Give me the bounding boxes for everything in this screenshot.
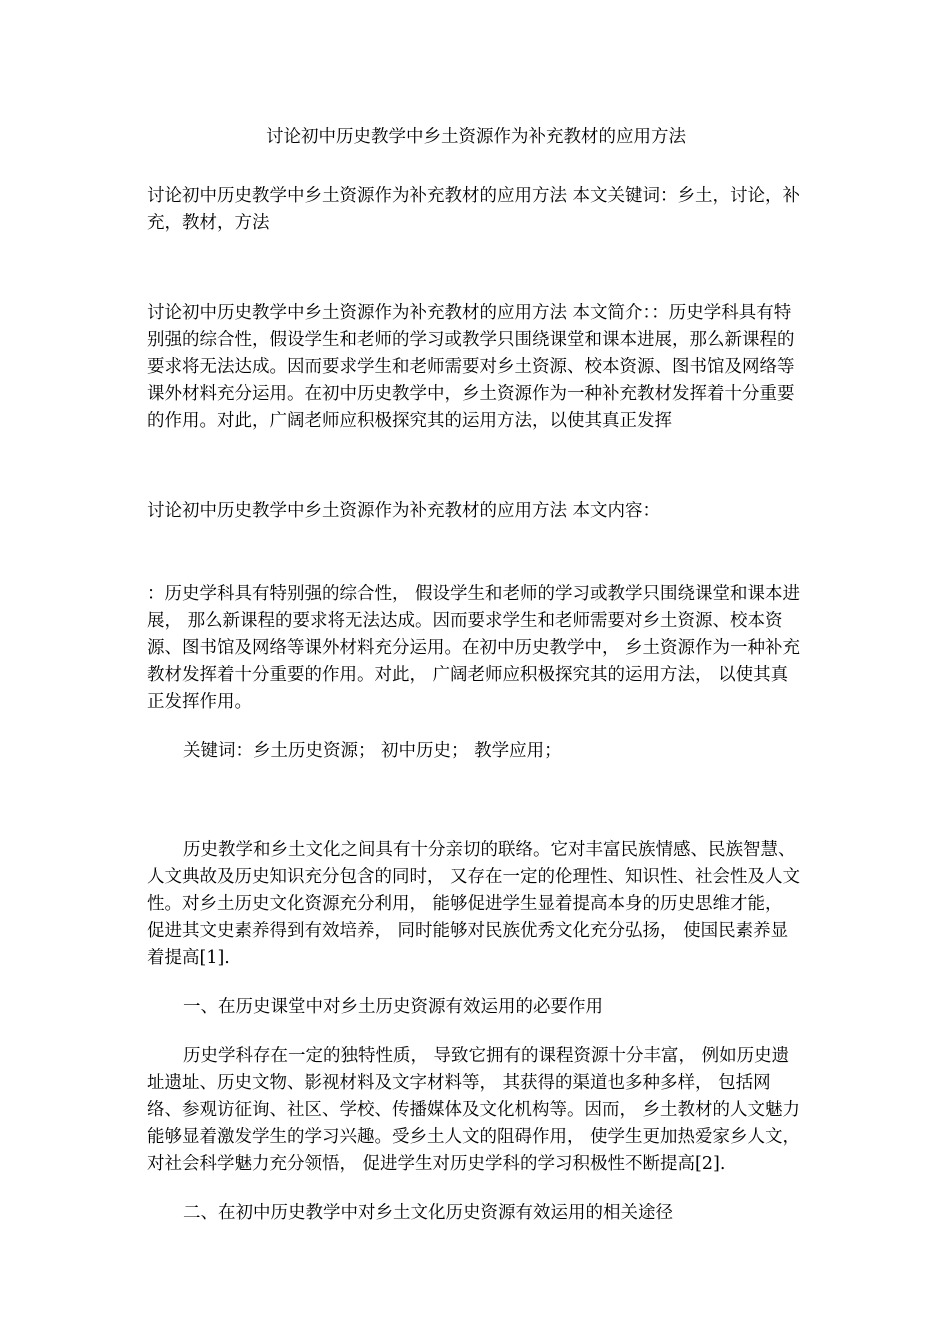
section-heading-2: 二、在初中历史教学中对乡土文化历史资源有效运用的相关途径 <box>183 1203 673 1223</box>
intro-paragraph: 讨论初中历史教学中乡土资源作为补充教材的应用方法 本文简介：：历史学科具有特别强的综合性，假设学生和老师的学习或教学只围绕课堂和课本进展，那么新课程的要求将无法达成。因而要求学生和老师需要对乡土资源、校本资源、图书馆及网络等课外材料充分运用。在初中历史教学中，乡土资源作为一种补充教材发挥着十分重要的作用。对此，广阔老师应积极探究其的运用方法，以使其真正发挥 <box>147 303 795 431</box>
body-paragraph-1: 历史教学和乡土文化之间具有十分亲切的联络。它对丰富民族情感、民族智慧、人文典故及历史知识充分包含的同时， 又存在一定的伦理性、知识性、社会性及人文性。对乡土历史文化资源充分利用， 能够促进学生显着提高本身的历史思维才能， 促进其文史素养得到有效培养， 同时能够对民族优秀文化充分弘扬， 使国民素养显着提高[1]. <box>147 840 801 968</box>
section-heading-1: 一、在历史课堂中对乡土历史资源有效运用的必要作用 <box>183 997 603 1017</box>
content-heading: 讨论初中历史教学中乡土资源作为补充教材的应用方法 本文内容： <box>147 501 661 521</box>
keywords-line: 讨论初中历史教学中乡土资源作为补充教材的应用方法 本文关键词：乡土，讨论，补充，教材，方法 <box>147 186 801 233</box>
document-page <box>147 112 805 1249</box>
document-title: 讨论初中历史教学中乡土资源作为补充教材的应用方法 <box>266 127 686 147</box>
keywords-paragraph: 关键词：乡土历史资源； 初中历史； 教学应用； <box>183 741 562 761</box>
abstract-paragraph: ：历史学科具有特别强的综合性， 假设学生和老师的学习或教学只围绕课堂和课本进展， 那么新课程的要求将无法达成。因而要求学生和老师需要对乡土资源、校本资源、图书馆及网络等课外材料充分运用。在初中历史教学中， 乡土资源作为一种补充教材发挥着十分重要的作用。对此， 广阔老师应积极探究其的运用方法， 以使其真正发挥作用。 <box>147 584 801 712</box>
body-paragraph-2: 历史学科存在一定的独特性质， 导致它拥有的课程资源十分丰富， 例如历史遗址遗址、历史文物、影视材料及文字材料等， 其获得的渠道也多种多样， 包括网络、参观访征询、社区、学校、传播媒体及文化机构等。因而， 乡土教材的人文魅力能够显着激发学生的学习兴趣。受乡土人文的阻碍作用， 使学生更加热爱家乡人文， 对社会科学魅力充分领悟， 促进学生对历史学科的学习积极性不断提高[2]. <box>147 1046 801 1174</box>
